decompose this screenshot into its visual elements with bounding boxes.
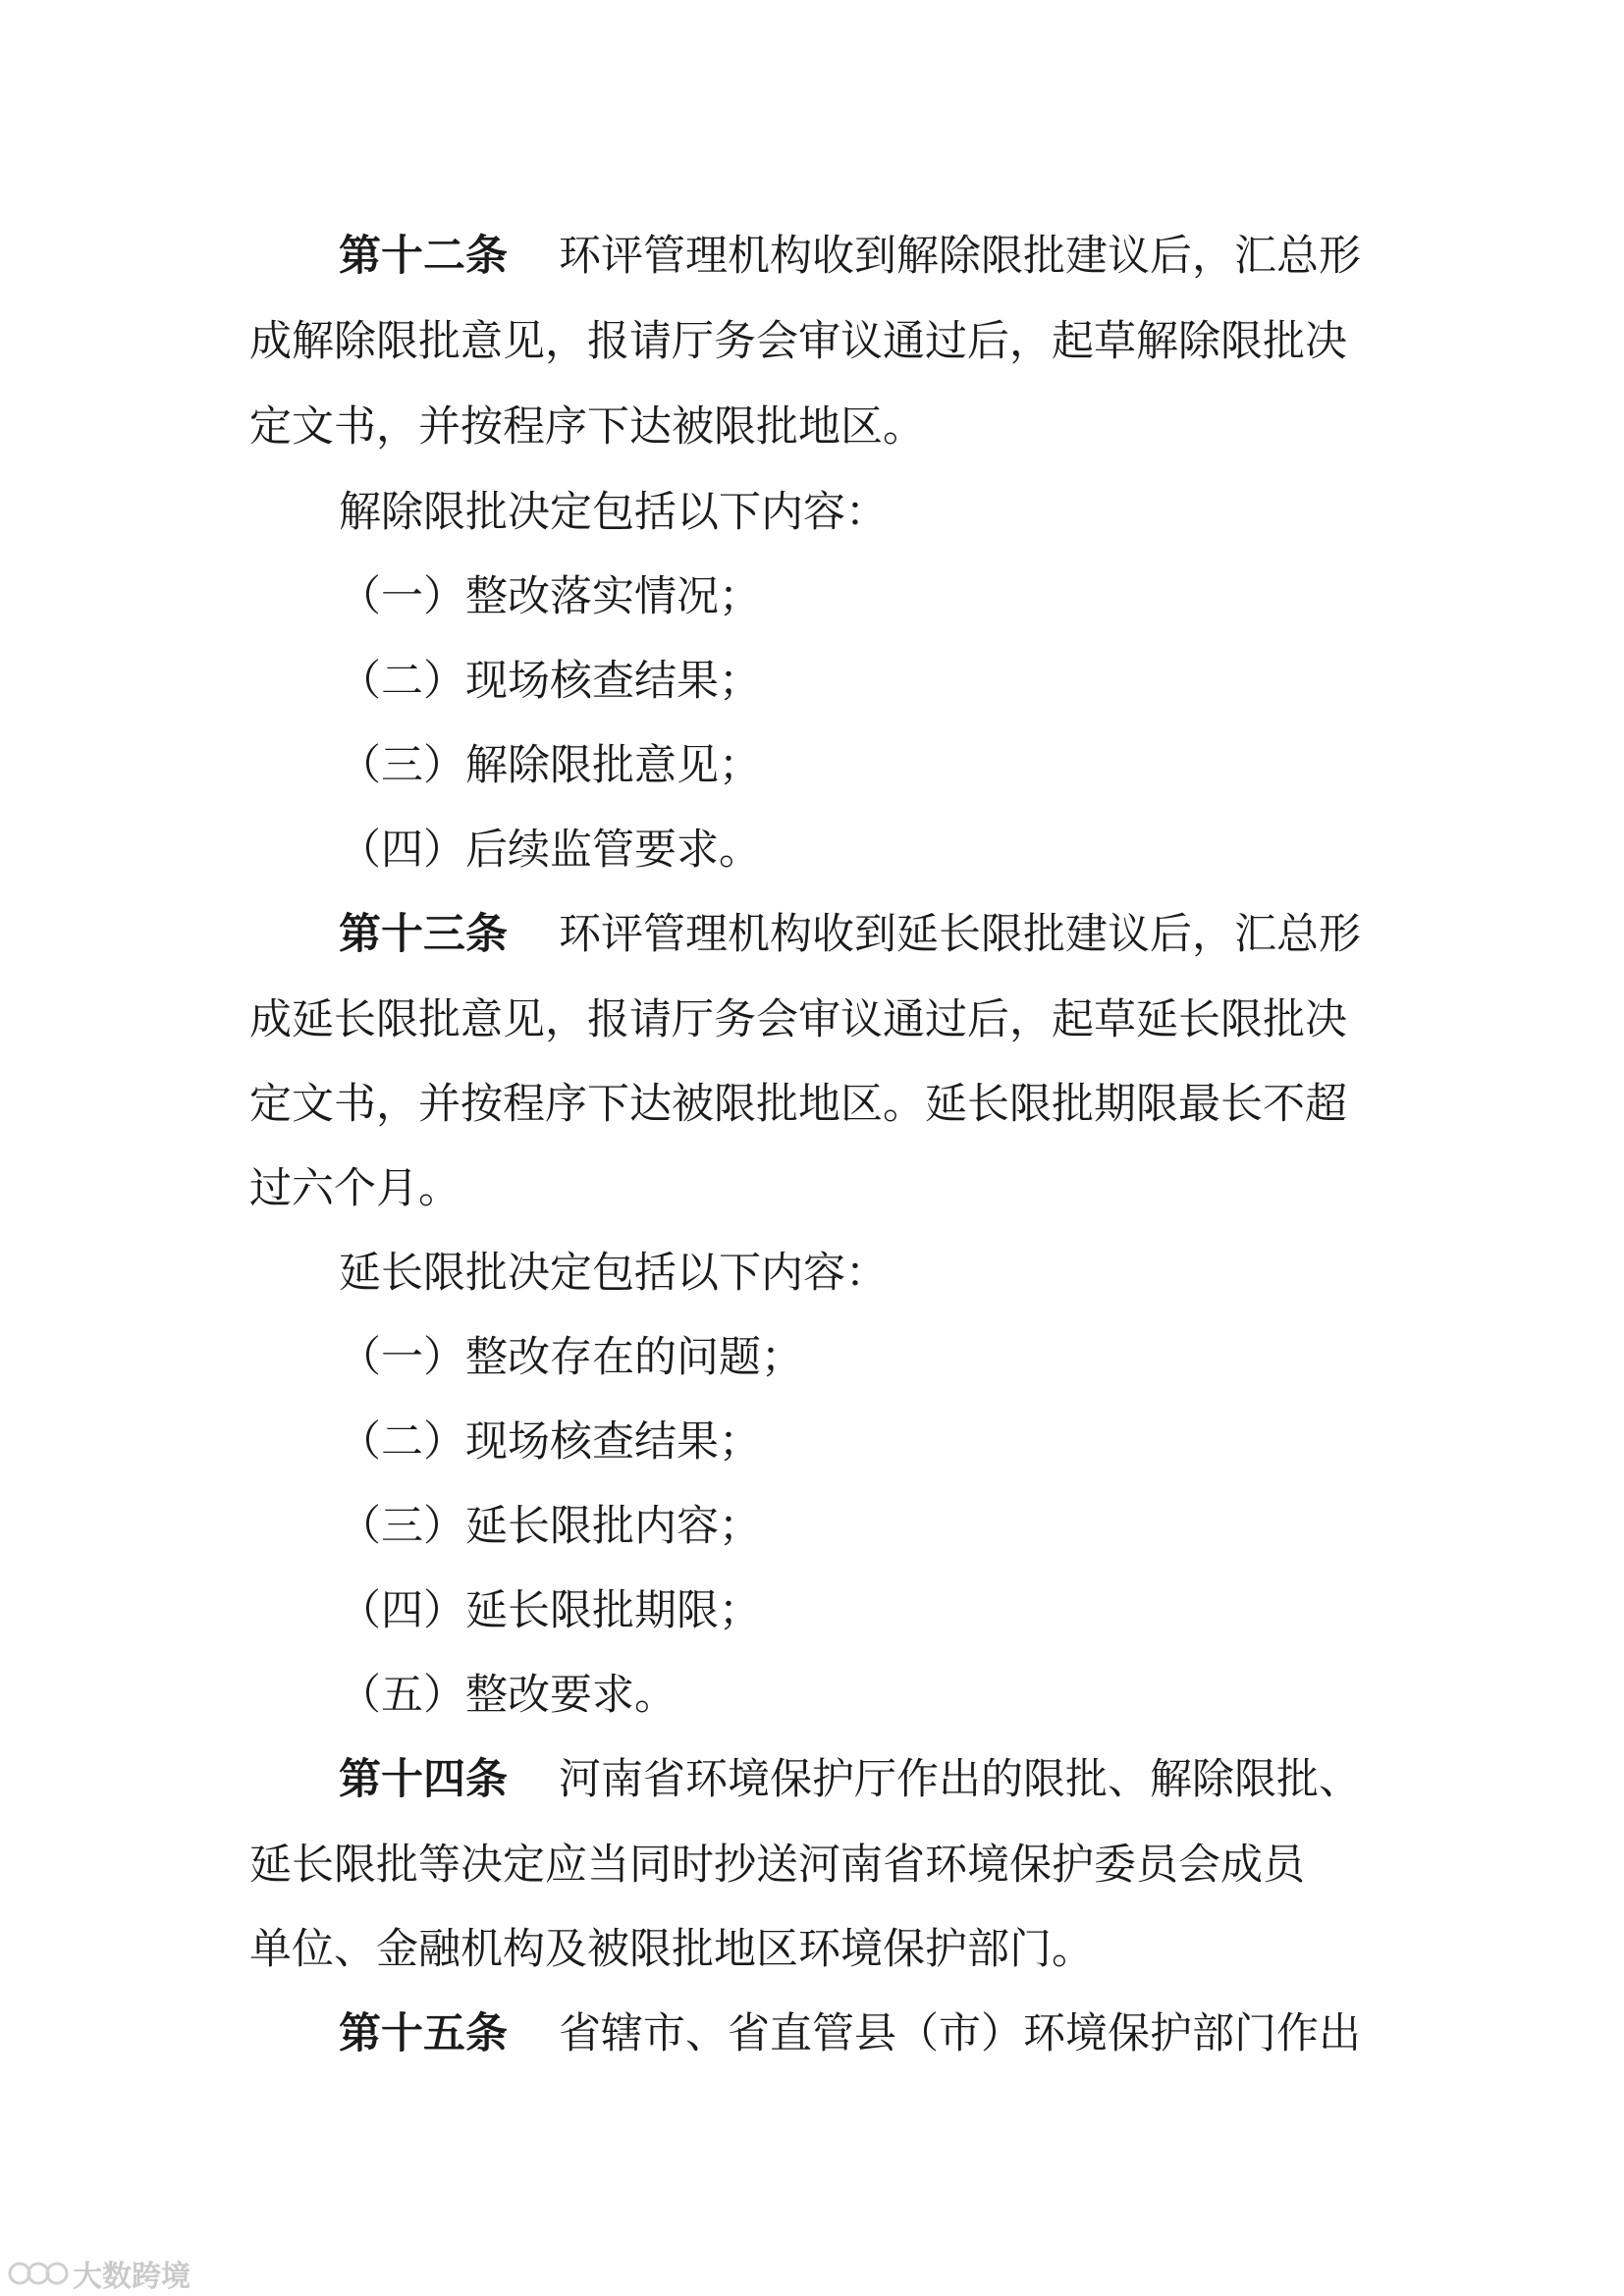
article-13-line-3: 定文书，并按程序下达被限批地区。延长限批期限最长不超 xyxy=(249,1080,1347,1129)
article-12-line-1 xyxy=(339,227,1361,286)
article-14-text-1: 河南省环境保护厅作出的限批、解除限批、 xyxy=(559,1755,1361,1804)
article-12-heading: 第十二条 xyxy=(339,232,508,281)
article-14-line-2: 延长限批等决定应当同时抄送河南省环境保护委员会成员 xyxy=(249,1841,1305,1890)
article-12-item-1: （一）整改落实情况； xyxy=(339,572,761,621)
article-14-line-3: 单位、金融机构及被限批地区环境保护部门。 xyxy=(249,1925,1094,1974)
article-14-line-1 xyxy=(339,1750,1361,1809)
article-13-item-4: （四）延长限批期限； xyxy=(339,1586,761,1635)
article-12-item-4: （四）后续监管要求。 xyxy=(339,826,761,875)
article-14-heading: 第十四条 xyxy=(339,1755,508,1804)
watermark xyxy=(8,2254,190,2293)
article-13-item-5: （五）整改要求。 xyxy=(339,1671,677,1720)
article-13-text-1: 环评管理机构收到延长限批建议后，汇总形 xyxy=(559,910,1361,959)
article-13-intro: 延长限批决定包括以下内容： xyxy=(339,1249,888,1298)
article-12-intro: 解除限批决定包括以下内容： xyxy=(339,488,888,537)
article-12-item-2: （二）现场核查结果； xyxy=(339,657,761,706)
logo-icon xyxy=(8,2256,69,2291)
watermark-text: 大数跨境 xyxy=(73,2260,190,2294)
article-13-line-1 xyxy=(339,905,1361,964)
article-13-line-4: 过六个月。 xyxy=(249,1164,460,1213)
article-13-item-1: （一）整改存在的问题； xyxy=(339,1333,803,1382)
article-12-item-3: （三）解除限批意见； xyxy=(339,741,761,790)
article-15-text-1: 省辖市、省直管县（市）环境保护部门作出 xyxy=(559,2009,1361,2058)
article-12-line-2: 成解除限批意见，报请厅务会审议通过后，起草解除限批决 xyxy=(249,317,1347,366)
article-13-item-3: （三）延长限批内容； xyxy=(339,1502,761,1551)
article-12-line-3: 定文书，并按程序下达被限批地区。 xyxy=(249,402,925,452)
article-13-line-2: 成延长限批意见，报请厅务会审议通过后，起草延长限批决 xyxy=(249,995,1347,1044)
article-15-line-1 xyxy=(339,2004,1361,2063)
article-12-text-1: 环评管理机构收到解除限批建议后，汇总形 xyxy=(559,232,1361,281)
article-13-item-2: （二）现场核查结果； xyxy=(339,1417,761,1467)
article-13-heading: 第十三条 xyxy=(339,910,508,959)
article-15-heading: 第十五条 xyxy=(339,2009,508,2058)
